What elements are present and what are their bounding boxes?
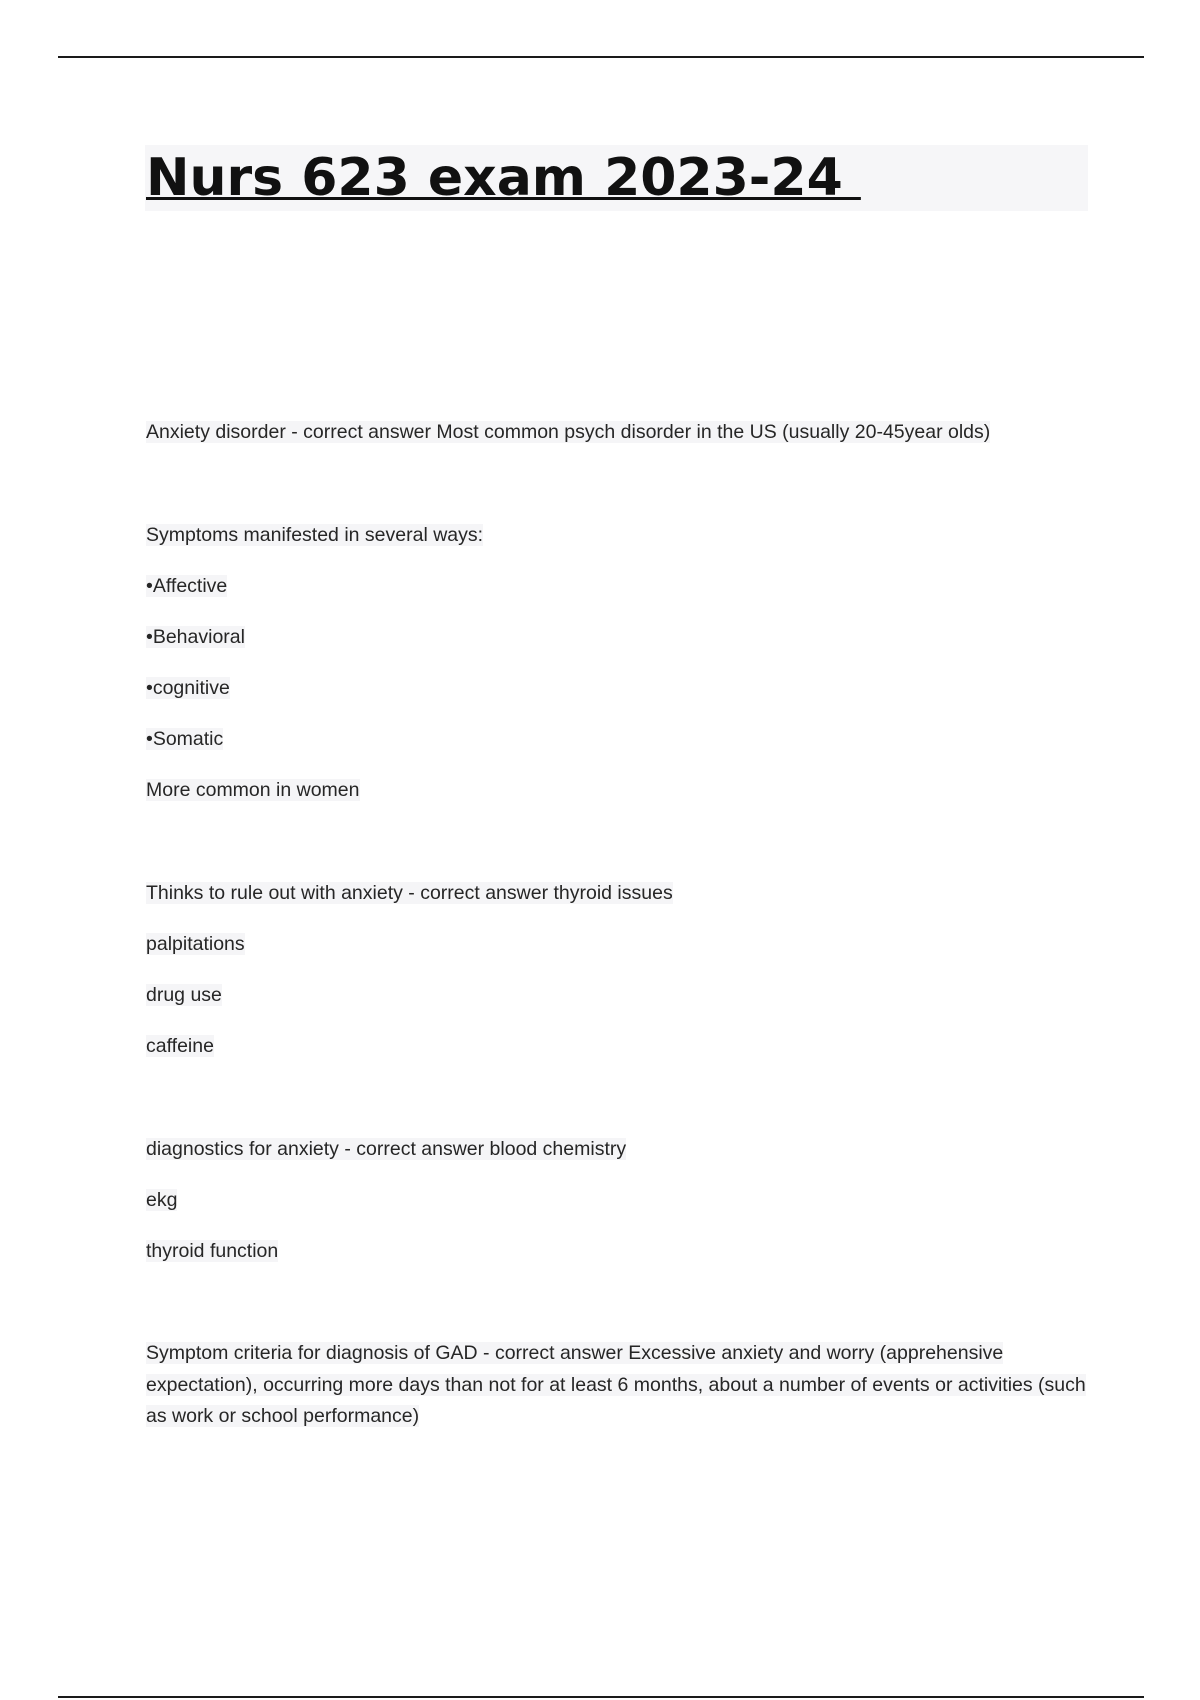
paragraph	[146, 1338, 1096, 1433]
text-line	[146, 774, 1096, 806]
bullet-item	[146, 723, 1096, 755]
text-line-content: More common in women	[146, 779, 360, 801]
entry-anxiety-disorder	[146, 416, 1096, 448]
text-line-content: palpitations	[146, 933, 245, 955]
text-line-content: caffeine	[146, 1035, 214, 1057]
text-line-content: diagnostics for anxiety - correct answer blood chemistry	[146, 1138, 627, 1160]
document-body	[146, 416, 1096, 1504]
text-line	[146, 1235, 1096, 1267]
text-line-content: ekg	[146, 1189, 178, 1211]
text-line	[146, 519, 1096, 551]
entry-symptoms	[146, 519, 1096, 806]
entry-diagnostics	[146, 1133, 1096, 1267]
bullet-item-text: •Behavioral	[146, 626, 245, 648]
text-line	[146, 928, 1096, 960]
text-line	[146, 1030, 1096, 1062]
bullet-item-text: •cognitive	[146, 677, 230, 699]
text-line	[146, 416, 1096, 448]
text-line-content: Symptoms manifested in several ways:	[146, 524, 484, 546]
text-line	[146, 979, 1096, 1011]
paragraph-text: Symptom criteria for diagnosis of GAD - correct answer Excessive anxiety and worry (apprehensive expectation), occurring more days than not for at least 6 months, about a number of events or activities (such as work or school performance)	[146, 1342, 1086, 1427]
text-line	[146, 1184, 1096, 1216]
bullet-item-text: •Affective	[146, 575, 228, 597]
entry-rule-out	[146, 877, 1096, 1062]
text-line-content: Anxiety disorder - correct answer Most common psych disorder in the US (usually 20-45year olds)	[146, 421, 991, 443]
document-title: Nurs 623 exam 2023-24	[146, 148, 861, 208]
header-rule	[58, 56, 1144, 58]
bullet-item-text: •Somatic	[146, 728, 224, 750]
text-line	[146, 877, 1096, 909]
bullet-item	[146, 621, 1096, 653]
text-line	[146, 1133, 1096, 1165]
text-line-content: Thinks to rule out with anxiety - correct answer thyroid issues	[146, 882, 673, 904]
bullet-item	[146, 672, 1096, 704]
bullet-item	[146, 570, 1096, 602]
text-line-content: drug use	[146, 984, 222, 1006]
footer-rule	[58, 1696, 1144, 1698]
entry-gad-criteria	[146, 1338, 1096, 1433]
text-line-content: thyroid function	[146, 1240, 279, 1262]
